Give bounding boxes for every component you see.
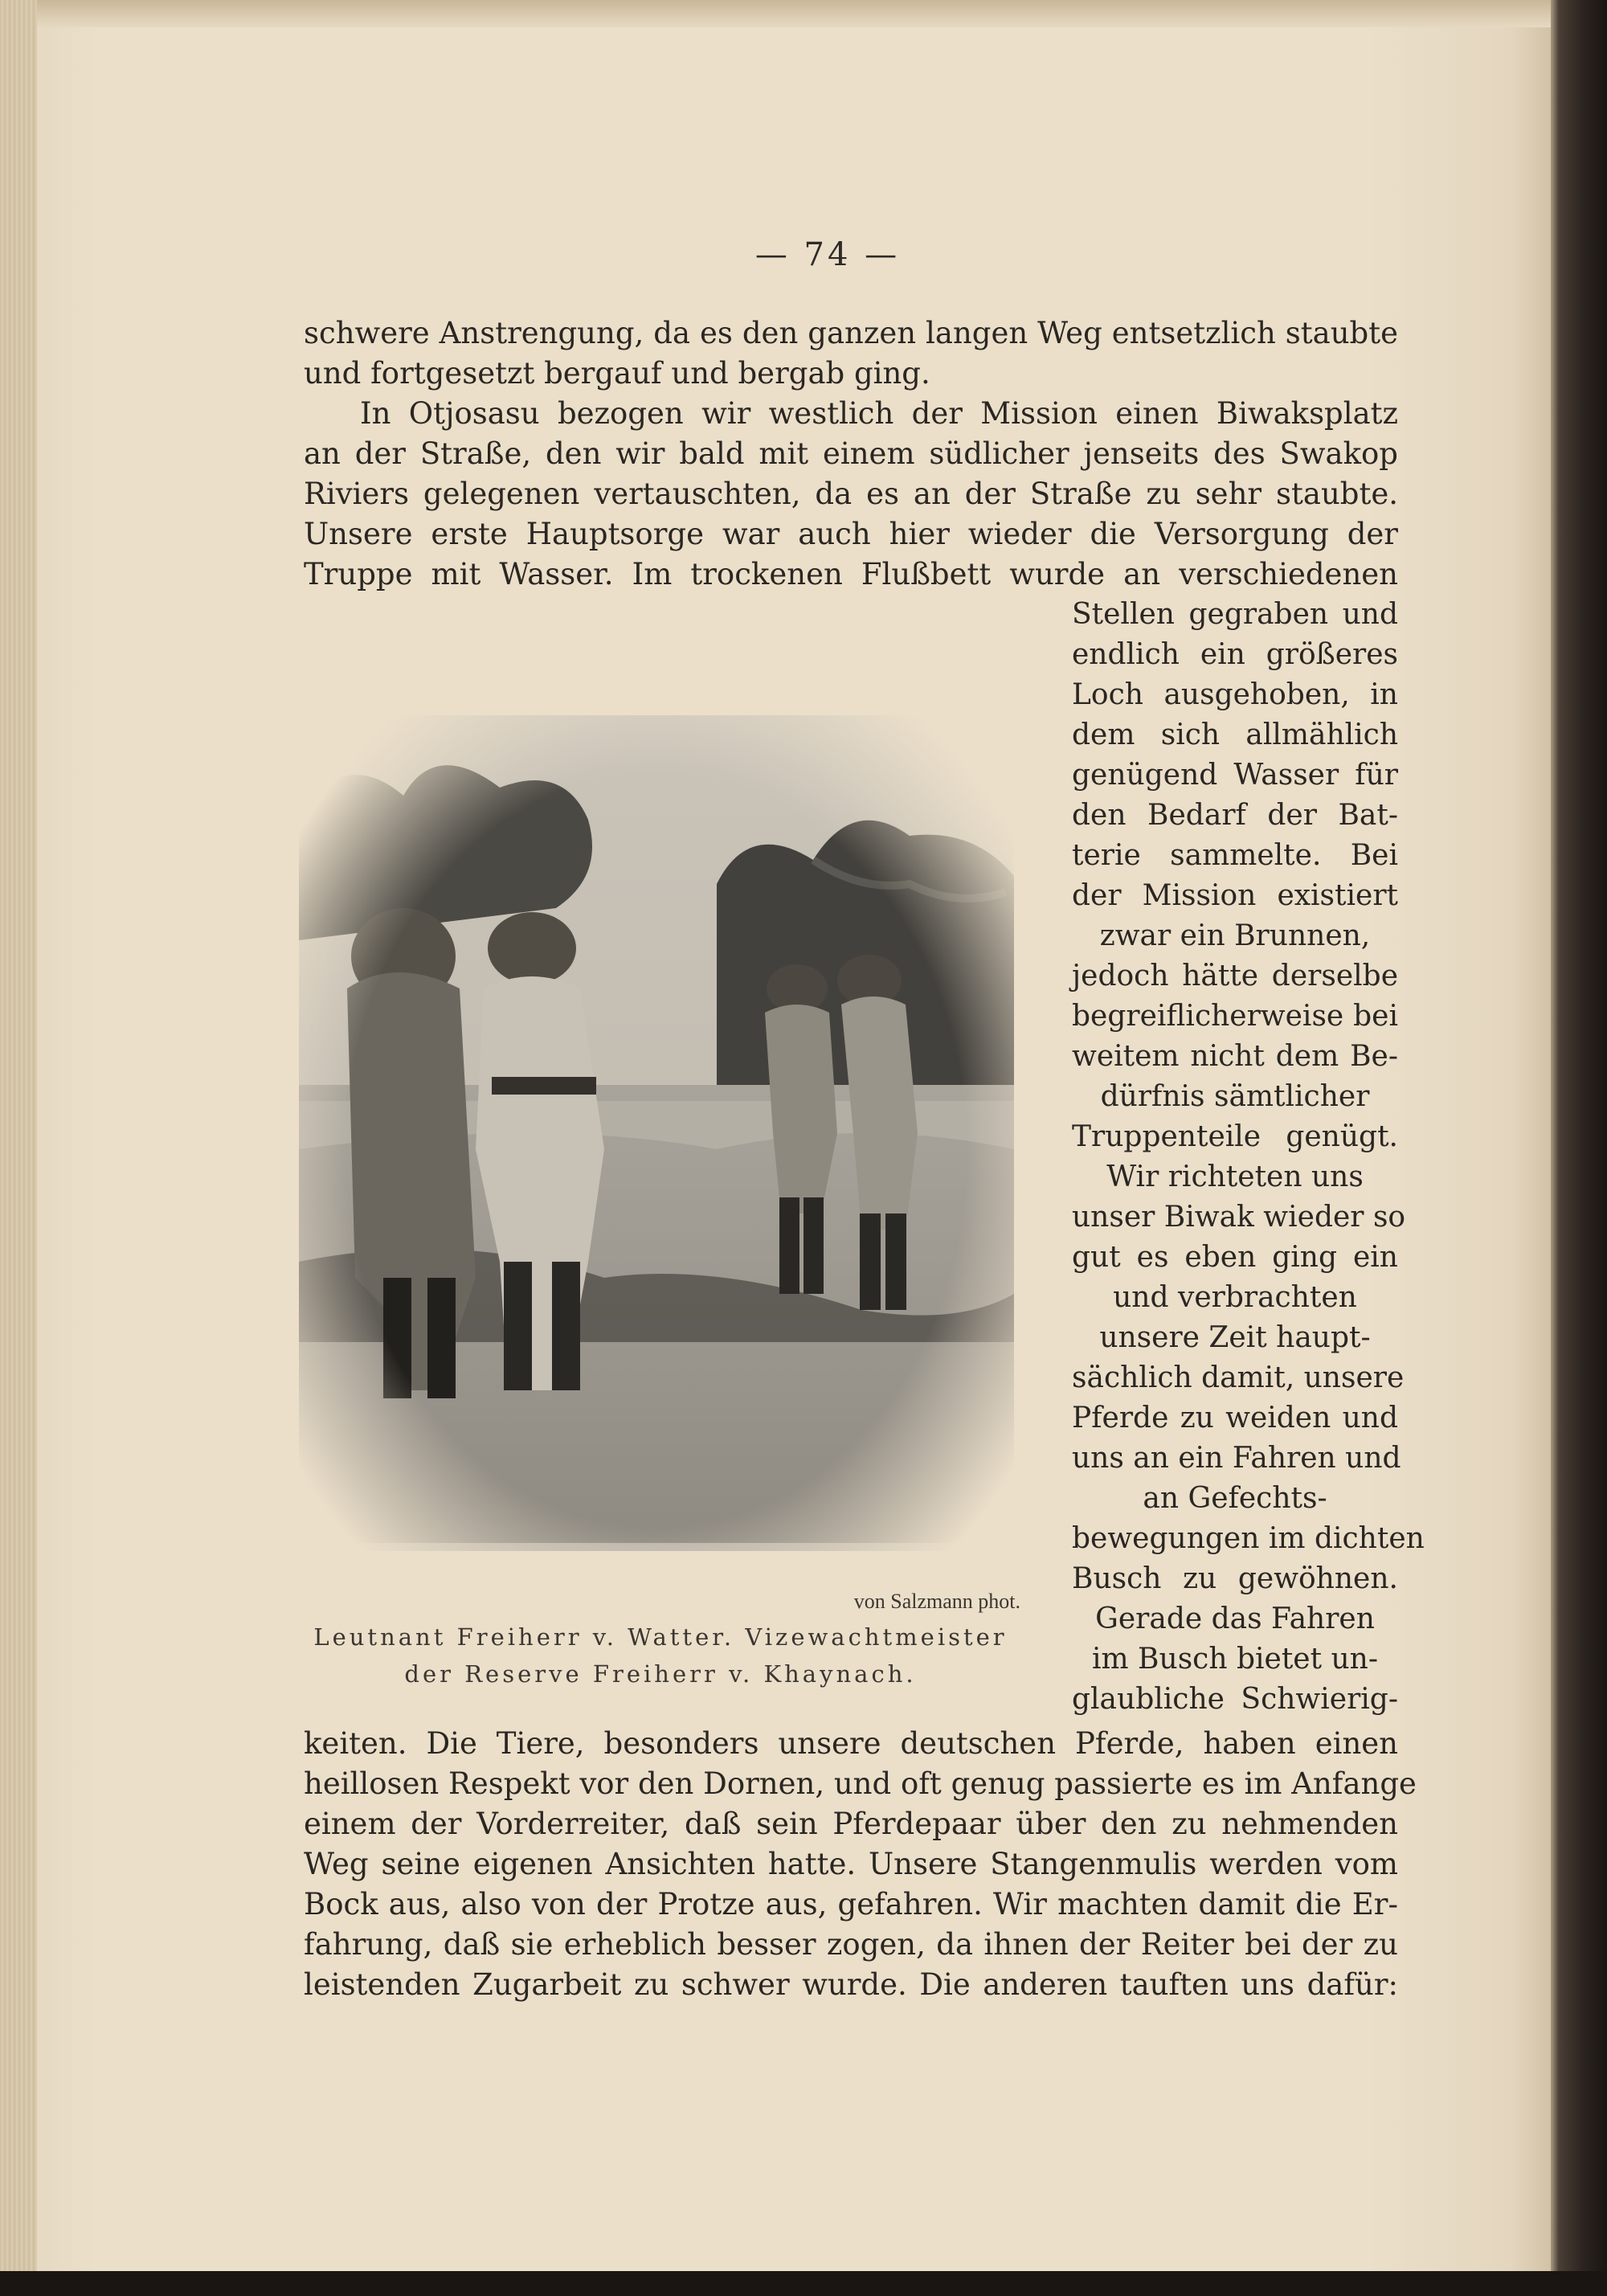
text-line: Riviers gelegenen vertauschten, da es an der Straße zu sehr staubte. bbox=[304, 477, 1398, 511]
text-line: Loch ausgehoben, in bbox=[1072, 678, 1398, 711]
photo-credit: von Salzmann phot. bbox=[853, 1590, 1020, 1613]
text-line: gut es eben ging ein bbox=[1072, 1241, 1398, 1274]
text-line: zwar ein Brunnen, bbox=[1099, 919, 1371, 952]
text-line: dem sich allmählich bbox=[1072, 718, 1398, 751]
caption-line: der Reserve Freiherr v. Khaynach. bbox=[404, 1660, 917, 1688]
text-line: genügend Wasser für bbox=[1072, 759, 1398, 792]
text-line: einem der Vorderreiter, daß sein Pferdepaar über den zu nehmenden bbox=[304, 1807, 1398, 1841]
text-line: Gerade das Fahren bbox=[1095, 1602, 1375, 1635]
text-line: Busch zu gewöhnen. bbox=[1072, 1562, 1398, 1595]
text-line: bewegungen im dichten bbox=[1072, 1522, 1425, 1555]
text-line: und verbrachten bbox=[1113, 1281, 1357, 1314]
text-line: leistenden Zugarbeit zu schwer wurde. Die anderen tauften uns dafür: bbox=[304, 1967, 1398, 2002]
text-line: unser Biwak wieder so bbox=[1072, 1201, 1406, 1234]
book-cover-edge bbox=[1551, 0, 1607, 2296]
book-bottom-edge bbox=[0, 2271, 1607, 2296]
page-number: — 74 — bbox=[754, 236, 901, 273]
text-line: schwere Anstrengung, da es den ganzen langen Weg entsetzlich staubte bbox=[304, 316, 1398, 350]
text-line: Stellen gegraben und bbox=[1072, 598, 1398, 631]
text-line: Pferde zu weiden und bbox=[1072, 1402, 1398, 1434]
text-line: terie sammelte. Bei bbox=[1072, 839, 1398, 872]
text-line: Truppe mit Wasser. Im trockenen Flußbett wurde an verschiedenen bbox=[304, 557, 1398, 591]
text-line: Bock aus, also von der Protze aus, gefahren. Wir machten damit die Er- bbox=[304, 1887, 1398, 1922]
text-line: uns an ein Fahren und bbox=[1072, 1442, 1401, 1475]
text-line: und fortgesetzt bergauf und bergab ging. bbox=[304, 356, 930, 391]
text-line: im Busch bietet un- bbox=[1091, 1643, 1379, 1676]
text-line: In Otjosasu bezogen wir westlich der Mission einen Biwaksplatz bbox=[360, 396, 1398, 431]
paragraph-top bbox=[304, 313, 1398, 595]
text-line: glaubliche Schwierig- bbox=[1072, 1683, 1398, 1716]
text-line: an Gefechts- bbox=[1143, 1482, 1327, 1515]
text-line: dürfnis sämtlicher bbox=[1100, 1080, 1370, 1113]
text-line: weitem nicht dem Be- bbox=[1072, 1040, 1398, 1073]
text-line: an der Straße, den wir bald mit einem südlicher jenseits des Swakop bbox=[304, 436, 1398, 471]
photo-caption bbox=[299, 1619, 1022, 1692]
text-line: begreiflicherweise bei bbox=[1072, 1000, 1398, 1033]
caption-line: Leutnant Freiherr v. Watter. Vizewachtmeister bbox=[313, 1623, 1008, 1651]
text-line: unsere Zeit haupt- bbox=[1099, 1321, 1371, 1354]
text-line: keiten. Die Tiere, besonders unsere deutschen Pferde, haben einen bbox=[304, 1726, 1398, 1761]
paragraph-wrapped-column bbox=[1072, 595, 1425, 1720]
paragraph-bottom bbox=[304, 1724, 1417, 2005]
text-line: Wir richteten uns bbox=[1106, 1160, 1364, 1193]
text-line: Truppenteile genügt. bbox=[1072, 1120, 1398, 1153]
text-line: den Bedarf der Bat- bbox=[1072, 799, 1398, 832]
text-line: jedoch hätte derselbe bbox=[1072, 960, 1398, 992]
page-top-edge bbox=[0, 0, 1551, 27]
text-line: heillosen Respekt vor den Dornen, und oft genug passierte es im Anfange bbox=[304, 1766, 1417, 1801]
photograph-soldiers bbox=[299, 699, 1014, 1567]
text-line: sächlich damit, unsere bbox=[1072, 1361, 1405, 1394]
text-line: der Mission existiert bbox=[1072, 879, 1398, 912]
page-gutter bbox=[0, 0, 37, 2282]
text-line: fahrung, daß sie erheblich besser zogen, da ihnen der Reiter bei der zu bbox=[304, 1927, 1398, 1962]
text-line: Unsere erste Hauptsorge war auch hier wieder die Versorgung der bbox=[304, 517, 1398, 551]
text-line: endlich ein größeres bbox=[1072, 638, 1398, 671]
text-line: Weg seine eigenen Ansichten hatte. Unsere Stangenmulis werden vom bbox=[304, 1847, 1398, 1881]
